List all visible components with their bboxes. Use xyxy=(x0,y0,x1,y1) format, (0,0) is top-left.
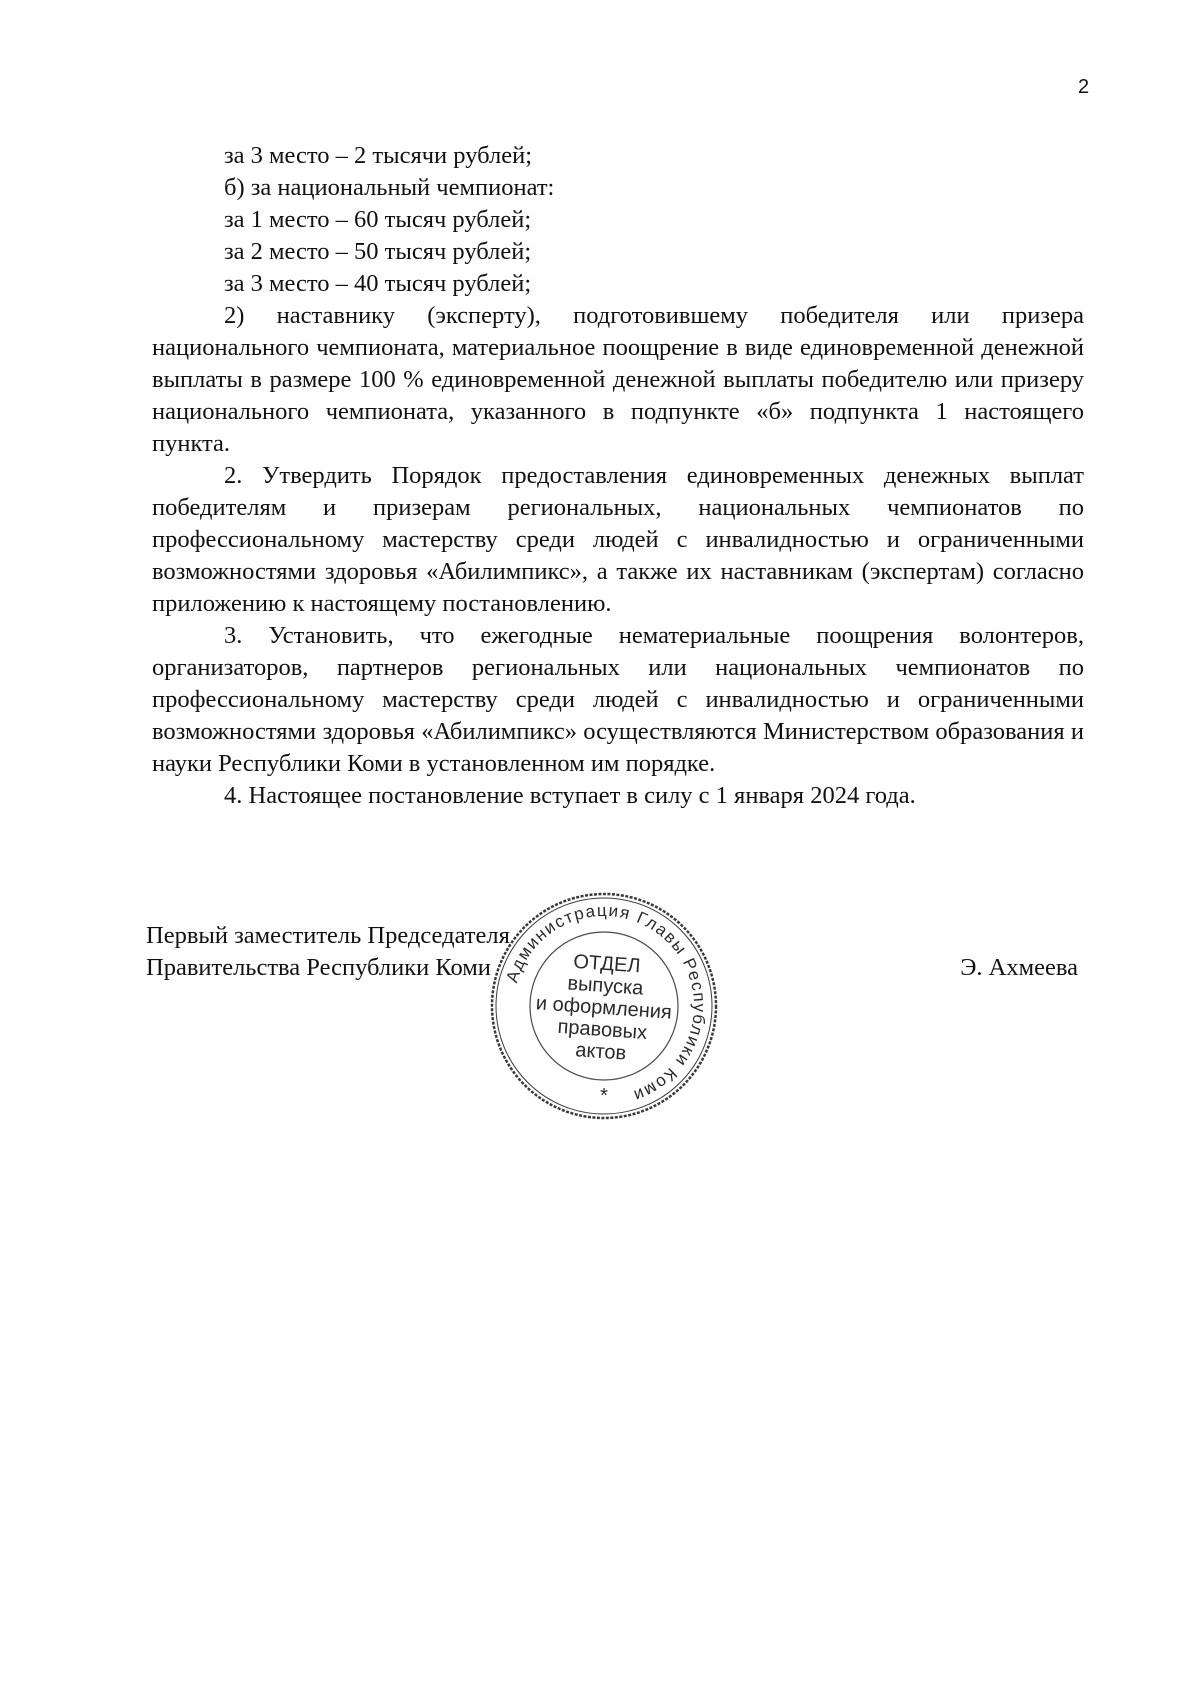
paragraph-approve-procedure: 2. Утвердить Порядок предоставления единовременных денежных выплат победителям и призерам региональных, национальных чемпионатов по профессиональному мастерству среди людей с инвалидностью и ограниченными возможностями здоровья «Абилимпикс», а также их наставникам (экспертам) согласно приложению к настоящему постановлению. xyxy=(152,462,1084,617)
page-number: 2 xyxy=(1078,76,1090,98)
stamp-center-line5: актов xyxy=(574,1039,627,1065)
document-body xyxy=(152,140,1084,812)
paragraph-effective-date: 4. Настоящее постановление вступает в силу с 1 января 2024 года. xyxy=(224,782,916,809)
signatory-name: Э. Ахмеева xyxy=(960,954,1078,981)
stamp-ring-textpath: Администрация Главы Республики Коми xyxy=(502,900,710,1106)
stamp-center-line1: ОТДЕЛ xyxy=(572,950,642,978)
list-item: за 1 место – 60 тысяч рублей; xyxy=(224,206,532,233)
stamp-center-line2: выпуска xyxy=(566,972,645,1000)
list-item: за 2 место – 50 тысяч рублей; xyxy=(224,238,532,265)
list-item: б) за национальный чемпионат: xyxy=(224,174,555,201)
signatory-title-line1: Первый заместитель Председателя xyxy=(146,922,510,949)
stamp-seal-graphic xyxy=(486,888,722,1124)
stamp-center-line3: и оформления xyxy=(535,992,673,1024)
signatory-title-line2: Правительства Республики Коми xyxy=(146,954,491,981)
paragraph-non-material-incentives: 3. Установить, что ежегодные нематериальные поощрения волонтеров, организаторов, партнеров региональных или национальных чемпионатов по профессиональному мастерству среди людей с инвалидностью и ограниченными возможностями здоровья «Абилимпикс» осуществляются Министерством образования и науки Республики Коми в установленном им порядке. xyxy=(152,622,1084,777)
list-item: за 3 место – 40 тысяч рублей; xyxy=(224,270,532,297)
stamp-center-line4: правовых xyxy=(556,1015,648,1045)
list-item: за 3 место – 2 тысячи рублей; xyxy=(224,142,533,169)
official-stamp xyxy=(486,888,722,1124)
paragraph-mentor-award: 2) наставнику (эксперту), подготовившему победителя или призера национального чемпионата, материальное поощрение в виде единовременной денежной выплаты в размере 100 % единовременной денежной выплаты победителю или призеру национального чемпионата, указанного в подпункте «б» подпункта 1 настоящего пункта. xyxy=(152,302,1084,457)
stamp-star: * xyxy=(600,1085,608,1107)
signature-block xyxy=(146,900,1086,1140)
